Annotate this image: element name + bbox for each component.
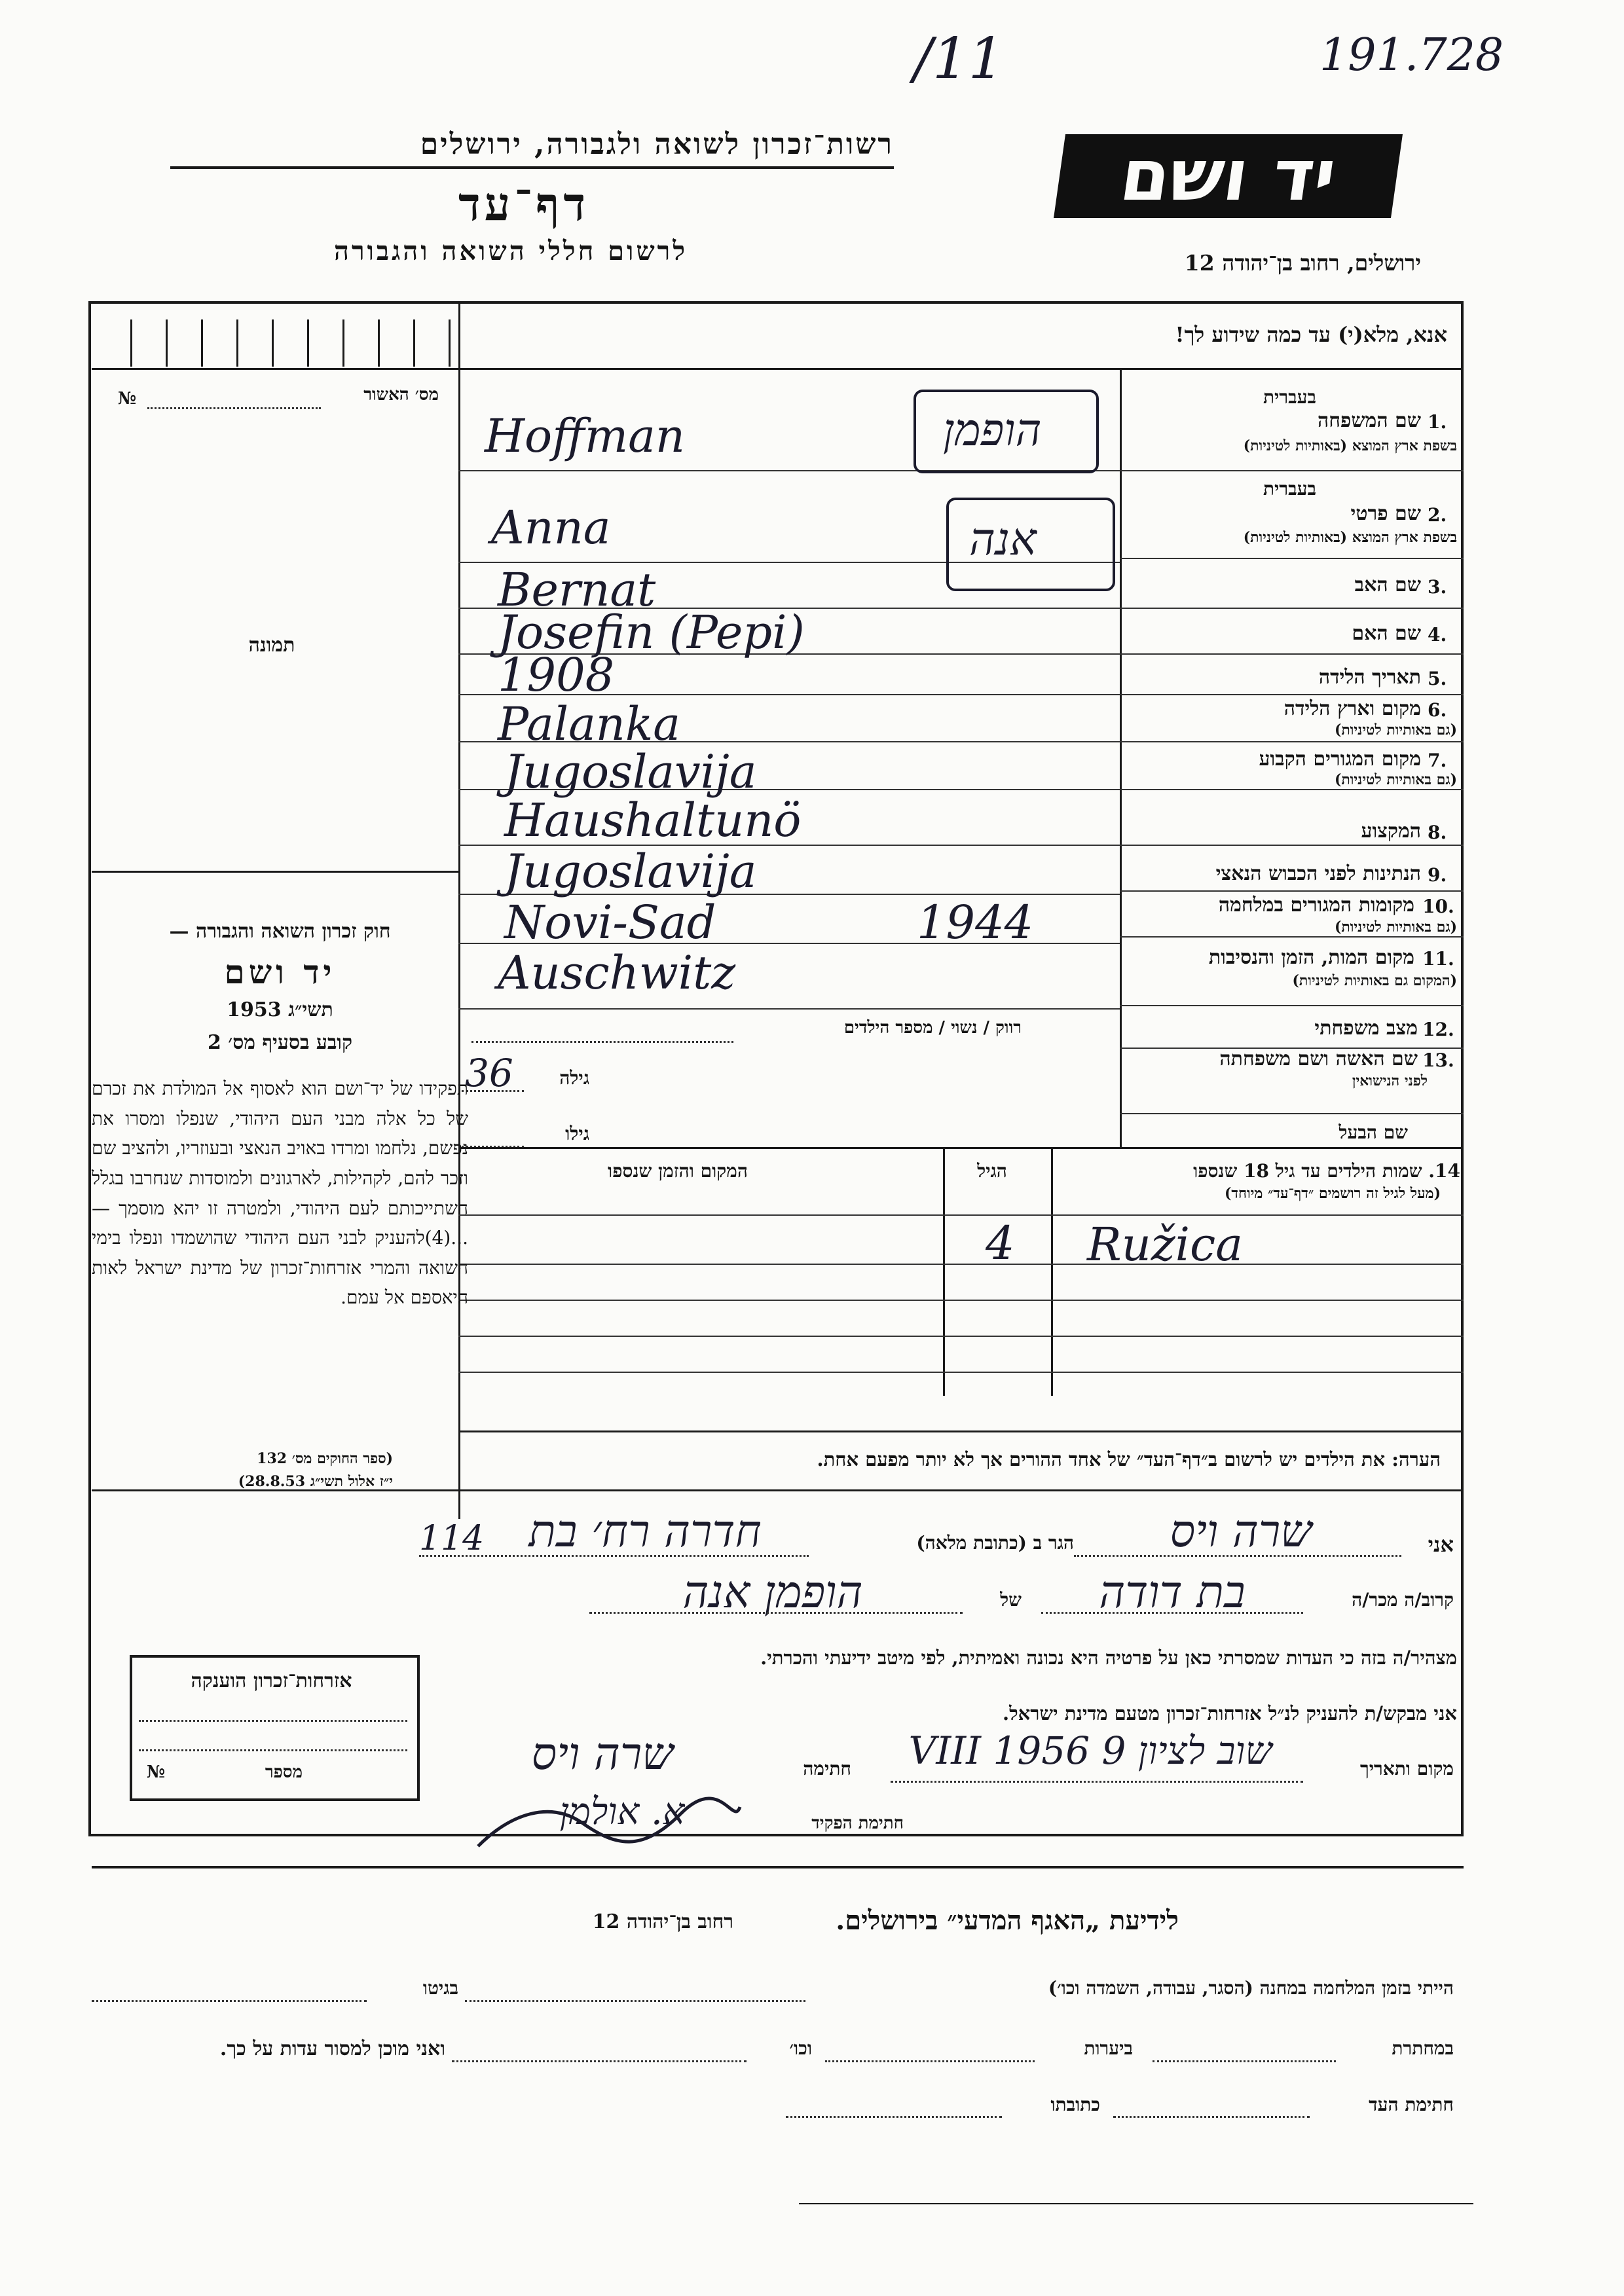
in-hebrew-label-2: בעברית (1263, 478, 1316, 500)
label-row-line (1120, 1113, 1464, 1114)
form-instruction: אנא, מלא(י) עד כמה שידוע לך! (1175, 322, 1447, 347)
wife-age-label: גילה (559, 1067, 589, 1089)
children-row-line (458, 1300, 1464, 1301)
relation-value[interactable]: בת דודה (1099, 1567, 1246, 1618)
in-hebrew-label-1: בעברית (1263, 386, 1316, 408)
label-row-line (1120, 558, 1464, 559)
place-date-value[interactable]: שוב לציון 9 VIII 1956 (908, 1728, 1272, 1773)
field-6-number: 6. (1428, 699, 1447, 721)
field-9-number: 9. (1428, 864, 1447, 886)
field-4-label: שם האם (1352, 622, 1421, 645)
row-line (458, 1008, 1120, 1010)
birth-place-value[interactable]: Palanka (498, 697, 681, 751)
form-subtitle: לרשום חללי השואה והגבורה (333, 236, 688, 266)
field-11-sub: (המקום גם באותיות לטיניות) (1292, 972, 1457, 989)
relation-line (1041, 1612, 1303, 1614)
law-clause: קובע בסעיף מס׳ 2 (207, 1031, 353, 1054)
label-row-line (1120, 845, 1464, 846)
field-10-number: 10. (1422, 896, 1454, 917)
declarant-signature[interactable]: שרה ויס (531, 1728, 674, 1780)
label-row-line (1120, 1005, 1464, 1006)
ghetto-field[interactable] (92, 2000, 367, 2002)
label-row-line (1120, 789, 1464, 790)
field-5-label: תאריך הלידה (1318, 666, 1421, 689)
children-row-line (458, 1336, 1464, 1337)
instruction-row-bottom (92, 368, 1464, 370)
marital-status-field[interactable] (471, 1041, 733, 1043)
field-4-number: 4. (1428, 624, 1447, 646)
label-column-divider (1120, 370, 1122, 1149)
forests-field[interactable] (825, 2060, 1035, 2062)
death-place-value[interactable]: Auschwitz (498, 946, 736, 1000)
note-row-top (458, 1430, 1464, 1432)
declarant-address-number[interactable]: 114 (419, 1519, 485, 1558)
camp-field[interactable] (465, 2000, 805, 2002)
footer-heading-address: רחוב בן־יהודה 12 (592, 1910, 733, 1933)
field-7-label: מקום המגורים הקבוע (1259, 748, 1421, 771)
form-title: דף־עד (458, 177, 589, 231)
marital-options[interactable]: רווק / נשוי / מספר הילדים (843, 1018, 1022, 1038)
yad-vashem-logo: יד ושם (1054, 134, 1403, 218)
declarant-address-line (419, 1555, 809, 1557)
award-line-2 (139, 1749, 407, 1751)
children-col-divider-1 (1051, 1147, 1053, 1396)
witness-signature-label: חתימת העד (1369, 2094, 1454, 2115)
field-8-label: המקצוע (1361, 820, 1421, 843)
footer-camp-line: הייתי בזמן המלחמה במחנה (הסגר, עבודה, השמדה וכו׳) (1048, 1977, 1454, 1999)
underground-field[interactable] (1153, 2060, 1336, 2062)
declaration-i-label: אני (1428, 1532, 1454, 1557)
child-name-value[interactable]: Ružica (1087, 1218, 1243, 1271)
husband-age-label: גילו (565, 1123, 589, 1144)
field-13-sub: לפני הנישואין (1352, 1072, 1428, 1089)
footer-heading: לידיעת „האגף המדעי״ בירושלים. (836, 1905, 1179, 1936)
place-date-line (891, 1781, 1303, 1783)
label-row-line (1120, 653, 1464, 655)
underground-label: במחתרת (1392, 2037, 1454, 2059)
award-number-label: מספר (265, 1762, 303, 1782)
field-7-sub: (גם באותיות לטיניות) (1334, 771, 1457, 788)
children-sub: (מעל לגיל זה רושמים ״דף־עד״ מיוחד) (1224, 1185, 1441, 1202)
declarant-name[interactable]: שרה ויס (1170, 1506, 1312, 1558)
approval-number-symbol: № (118, 389, 137, 409)
declaration-request: אני מבקש/ת להעניק לנ״ל אזרחות־זכרון מטעם מדינת ישראל. (1003, 1702, 1457, 1724)
law-reference-2: י״ז אלול תשי״ג 28.8.53) (238, 1473, 393, 1490)
relative-name-line (589, 1612, 963, 1614)
field-11-label: מקום המות, הזמן והנסיבות (1208, 946, 1414, 969)
children-row-line (458, 1264, 1464, 1265)
field-12-label: מצב משפחתי (1314, 1017, 1418, 1040)
field-12-number: 12. (1422, 1019, 1454, 1040)
ready-to-testify: ואני מוכן למסור עדות על כך. (219, 2037, 445, 2060)
institution-name: רשות־זכרון לשואה ולגבורה, ירושלים (170, 128, 894, 169)
first-name-value[interactable]: Anna (491, 501, 611, 555)
first-name-hebrew[interactable]: אנה (969, 514, 1037, 566)
law-text: תפקידו של יד־ושם הוא לאסוף אל המולדת את זכרם של כל אלה מבני העם היהודי, שנפלו ומסרו את נפשם, נלחמו ומרדו באויב הנאצי ובעוזריו, ולהציב שם וזכר להם, לקהילות, לארגונים ולמוסדות שנחרבו בגלל השתייכותם לעם היהודי, ולמטרה זו יהא מוסמך — ...(4)להעניק לבני העם היהודי שהושמדו ונפלו בימי השואה והמרי אזרחות־זכרון של מדינת ישראל לאות היאספם אל עמם. (92, 1078, 468, 1309)
officer-signature-flourish (471, 1787, 747, 1859)
field-5-number: 5. (1428, 668, 1447, 689)
field-10-label: מקומות המגורים במלחמה (1218, 894, 1414, 917)
officer-signature-label: חתימת הפקיד (811, 1813, 904, 1833)
birth-date-value[interactable]: 1908 (498, 648, 615, 702)
field-9-label: הנתינות לפני הכבוש הנאצי (1215, 862, 1421, 885)
field-13-number: 13. (1422, 1049, 1454, 1071)
memorial-citizenship-title: אזרחות־זכרון הוענקה (191, 1669, 352, 1692)
law-year: תשי״ג 1953 (227, 998, 333, 1021)
wartime-year-value[interactable]: 1944 (917, 896, 1034, 949)
field-13-label: שם האשה ושם משפחתה (1219, 1048, 1418, 1070)
label-row-line (1120, 890, 1464, 892)
field-8-number: 8. (1428, 822, 1447, 843)
mother-name-value[interactable]: Josefin (Pepi) (498, 606, 805, 659)
award-number-symbol: № (147, 1762, 166, 1782)
children-row-line (458, 1372, 1464, 1373)
profession-value[interactable]: Haushaltunö (504, 793, 802, 847)
witness-address-field[interactable] (786, 2116, 1002, 2118)
field-2-label: שם פרטי (1350, 502, 1421, 525)
etc-field[interactable] (452, 2060, 747, 2062)
witness-address-label: כתובתו (1050, 2094, 1100, 2115)
children-col-divider-2 (943, 1147, 945, 1396)
ghetto-label: בגיטו (422, 1977, 458, 1999)
witness-signature-field[interactable] (1113, 2116, 1310, 2118)
field-1-number: 1. (1428, 411, 1447, 433)
relative-label: קרוב/ה מכר/ה (1352, 1589, 1454, 1611)
institution-address: ירושלים, רחוב בן־יהודה 12 (1184, 250, 1421, 276)
officer-signature[interactable]: א. אולמן (559, 1791, 685, 1833)
field-6-label: מקום וארץ הלידה (1283, 697, 1421, 720)
place-date-label: מקום ותאריך (1359, 1758, 1454, 1779)
husband-row-bottom (458, 1147, 1464, 1149)
field-2-sub: בשפת ארץ המוצא (באותיות לטיניות) (1243, 529, 1457, 546)
photo-label: תמונה (248, 634, 295, 657)
label-row-line (1120, 694, 1464, 695)
etc-label: וכו׳ (789, 2037, 812, 2059)
signature-label: חתימה (803, 1758, 851, 1779)
children-row-line (458, 1214, 1464, 1216)
field-11-number: 11. (1422, 948, 1454, 970)
law-reference-1: (ספר החוקים מס׳ 132 (257, 1450, 393, 1467)
photo-area-bottom (92, 871, 458, 873)
children-col-age: הגיל (977, 1160, 1007, 1182)
field-7-number: 7. (1428, 750, 1447, 771)
memorial-citizenship-box (130, 1655, 420, 1801)
husband-label: שם הבעל (1338, 1121, 1408, 1143)
footer-separator (92, 1866, 1464, 1868)
field-6-sub: (גם באותיות לטיניות) (1334, 721, 1457, 738)
field-3-number: 3. (1428, 576, 1447, 598)
approval-number-label: מס׳ האשור (363, 385, 439, 405)
label-row-line (1120, 608, 1464, 609)
label-row-line (1120, 936, 1464, 938)
wartime-residence-value[interactable]: Novi-Sad (504, 896, 716, 949)
of-label: של (1000, 1589, 1022, 1611)
residence-value[interactable]: Jugoslavija (504, 745, 757, 799)
field-1-label: שם המשפחה (1317, 409, 1421, 432)
wife-age-value[interactable]: 36 (465, 1051, 513, 1095)
bottom-rule (799, 2203, 1473, 2204)
declarant-name-line (1074, 1555, 1401, 1557)
family-name-value[interactable]: Hoffman (485, 409, 685, 463)
declarant-address[interactable]: חדרה רח׳ בת (528, 1506, 762, 1558)
child-age-value[interactable]: 4 (986, 1216, 1015, 1270)
relative-name[interactable]: הופמן אנה (682, 1567, 863, 1618)
label-row-line (1120, 741, 1464, 742)
declaration-resident-label: הגר ב (כתובת מלאה) (916, 1532, 1074, 1554)
registration-code-boxes (97, 319, 451, 367)
forests-label: ביערות (1084, 2037, 1133, 2059)
father-name-value[interactable]: Bernat (498, 563, 656, 617)
approval-number-field[interactable] (147, 407, 321, 409)
children-heading: 14. שמות הילדים עד גיל 18 שנספו (1193, 1160, 1460, 1182)
archive-number: 191.728 (1320, 29, 1504, 81)
label-row-line (1120, 470, 1464, 471)
award-line-1 (139, 1720, 407, 1722)
children-col-place: המקום והזמן שנספו (608, 1160, 748, 1182)
children-note: הערה: את הילדים יש לרשום ב״דף־העד״ של אחד ההורים אך לא יותר מפעם אחת. (817, 1448, 1441, 1470)
law-title: חוק זכרון השואה והגבורה — (169, 920, 391, 943)
citizenship-value[interactable]: Jugoslavija (504, 845, 757, 898)
field-1-sub: בשפת ארץ המוצא (באותיות לטיניות) (1243, 437, 1457, 454)
declaration-statement: מצהיר/ה בזה כי העדות שמסרתי כאן על פרטיה היא נכונה ואמיתית, לפי מיטב ידיעתי והכרתי. (760, 1647, 1457, 1669)
field-3-label: שם האב (1354, 574, 1421, 596)
field-10-sub: (גם באותיות לטיניות) (1334, 919, 1457, 936)
law-name: יד ושם (224, 953, 336, 991)
file-number-annotation: /11 (913, 26, 1005, 92)
family-name-hebrew[interactable]: הופמן (943, 405, 1042, 456)
field-2-number: 2. (1428, 504, 1447, 526)
